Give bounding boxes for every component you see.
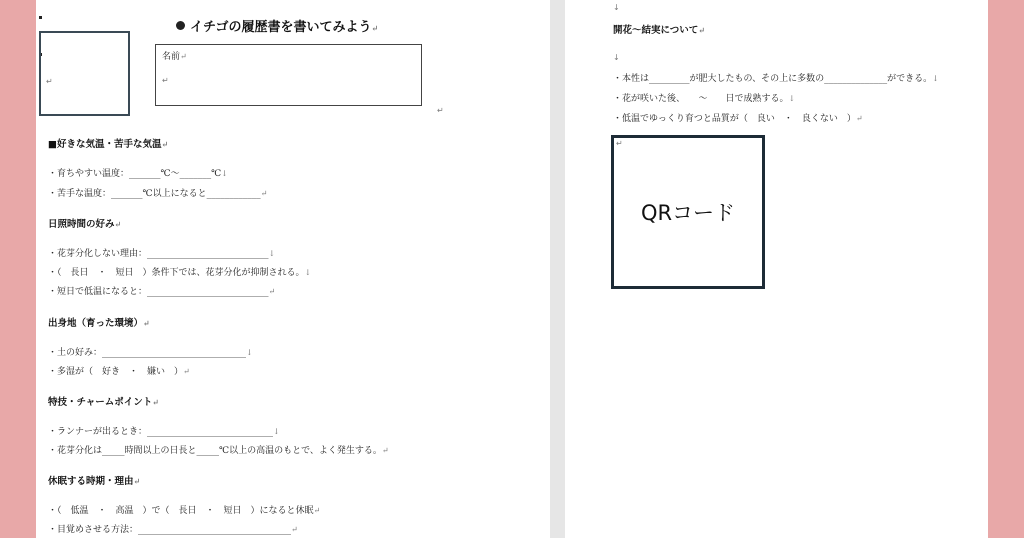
section-heading-daylight: 日照時間の好み↵ [48, 219, 122, 230]
line-fruit-structure: ・本性は_________が肥大したもの、その上に多数の______________ができる。↓ [613, 74, 939, 84]
document-page-1 [36, 0, 550, 538]
section-heading-skills: 特技・チャームポイント↵ [48, 397, 159, 408]
page-title-text: イチゴの履歴書を書いてみよう [190, 20, 372, 35]
paragraph-mark: ↵ [46, 77, 53, 86]
line-growing-temperature: ・育ちやすい温度：_______℃～_______℃↓ [48, 169, 228, 179]
line-break-mark: ↓ [613, 53, 620, 62]
line-break-mark: ↓ [613, 3, 620, 12]
line-bad-temperature: ・苦手な温度：_______℃以上になると____________↵ [48, 189, 268, 199]
line-runner: ・ランナーが出るとき：____________________________↓ [48, 427, 280, 437]
page-gap [550, 0, 565, 538]
name-box [155, 44, 422, 106]
line-no-flower-reason: ・花芽分化しない理由：___________________________↓ [48, 249, 276, 259]
line-ripening-days: ・花が咲いた後、 ～ 日で成熟する。↓ [613, 94, 796, 104]
page-title [176, 16, 378, 35]
name-label: 名前↵ [162, 52, 187, 62]
section-heading-origin: 出身地（育った環境）↵ [48, 318, 150, 329]
paragraph-mark: ↵ [371, 23, 379, 33]
section-heading-flowering: 開花～結実について↵ [613, 25, 706, 36]
line-day-condition: ・（ 長日 ・ 短日 ）条件下では、花芽分化が抑制される。↓ [48, 268, 312, 278]
paragraph-mark: ↵ [162, 76, 169, 85]
qr-code-box [611, 135, 765, 289]
line-flower-differentiation: ・花芽分化は_____時間以上の日長と_____℃以上の高温のもとで、よく発生する。↵ [48, 446, 389, 456]
paragraph-mark: ↵ [437, 106, 444, 115]
photo-box [39, 31, 130, 116]
line-short-day-cold: ・短日で低温になると：___________________________↵ [48, 287, 276, 297]
section-heading-dormancy: 休眠する時期・理由↵ [48, 476, 141, 487]
line-soil-preference: ・土の好み：________________________________↓ [48, 348, 253, 358]
paragraph-mark: ↵ [616, 139, 623, 148]
line-dormancy-condition: ・（ 低温 ・ 高温 ）で（ 長日 ・ 短日 ）になると休眠↵ [48, 506, 321, 516]
strawberry-circle-icon [176, 21, 185, 30]
line-wake-method: ・目覚めさせる方法：__________________________________↵ [48, 525, 298, 535]
qr-code-label: QRコード [640, 201, 736, 225]
anchor-dot [39, 16, 42, 19]
line-quality: ・低温でゆっくり育つと品質が（ 良い ・ 良くない ）↵ [613, 114, 863, 124]
document-page-2 [565, 0, 988, 538]
section-heading-temperature: ■好きな気温・苦手な気温↵ [48, 139, 169, 150]
line-humidity: ・多湿が（ 好き ・ 嫌い ）↵ [48, 367, 190, 377]
